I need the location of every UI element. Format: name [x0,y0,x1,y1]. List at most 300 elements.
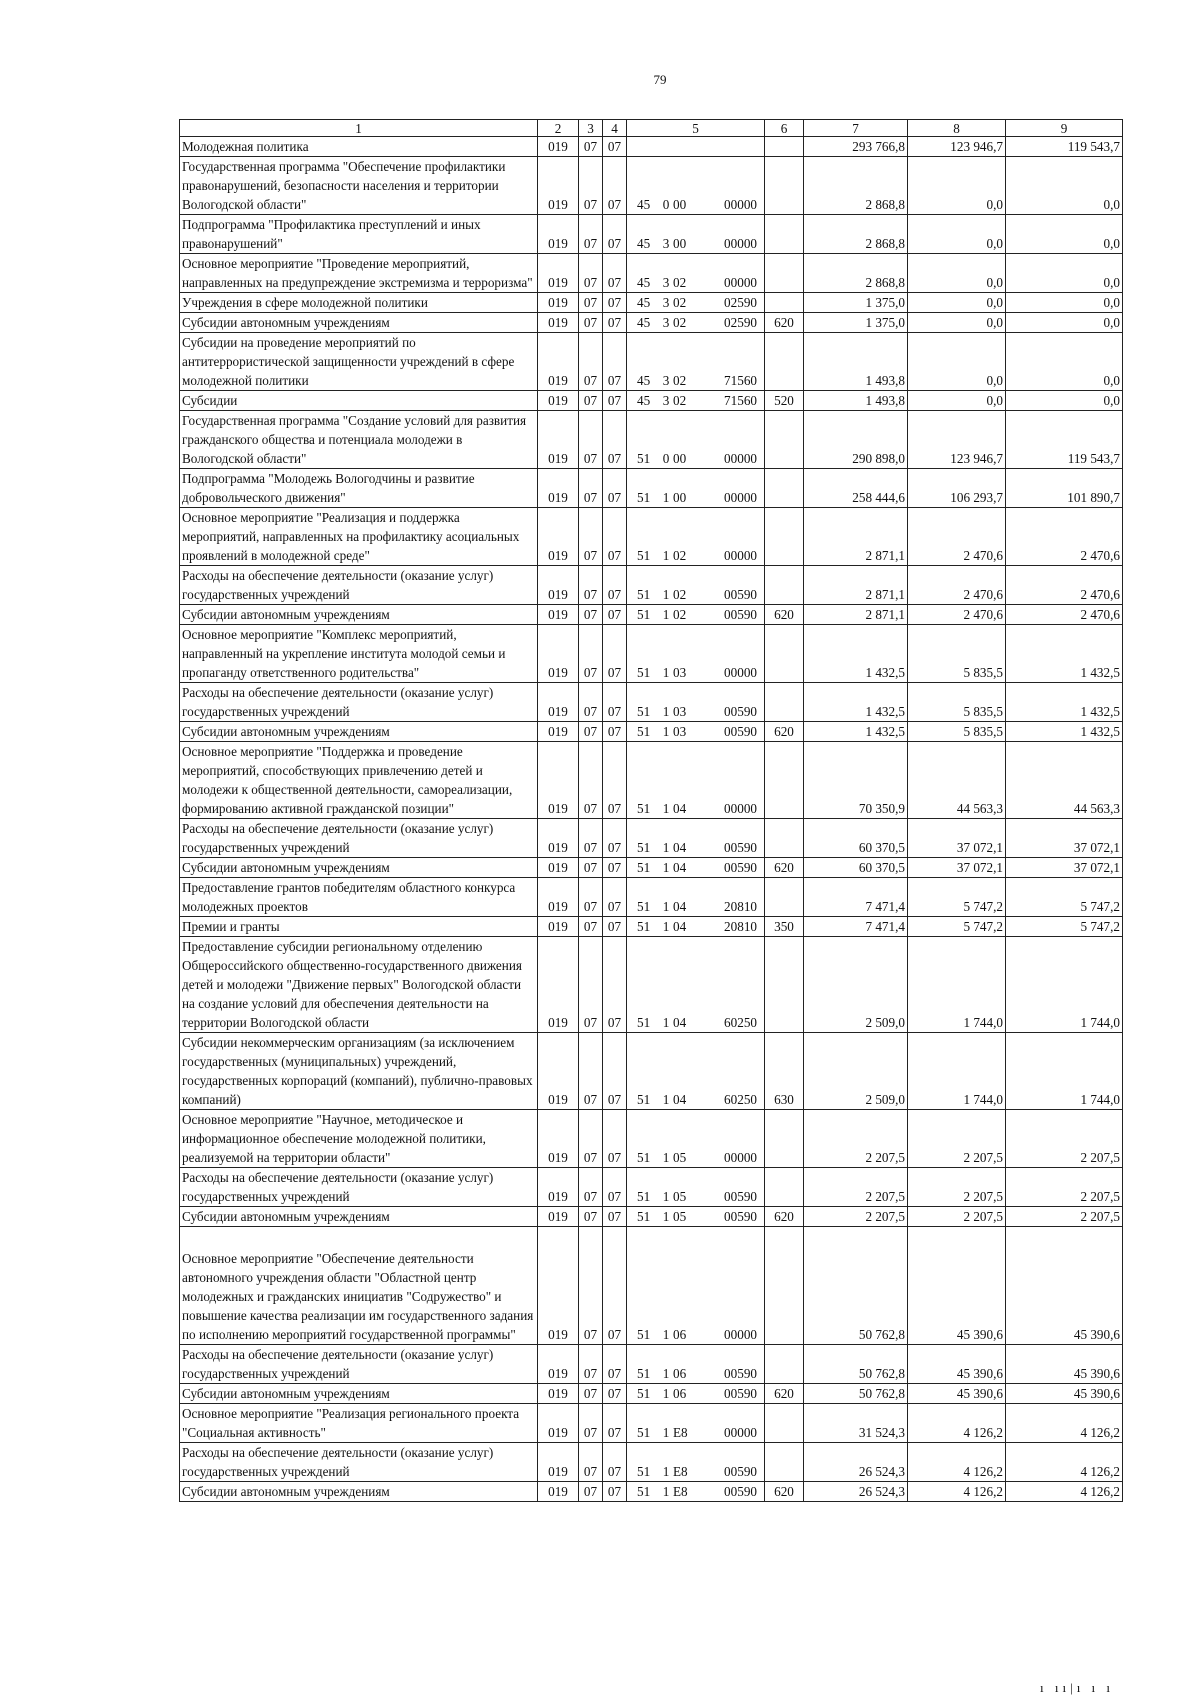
col-section: 07 [579,566,603,605]
kbk-event: 05 [673,1209,687,1224]
col-amount-3: 1 432,5 [1006,683,1123,722]
kbk-direction: 00590 [724,1464,757,1479]
kbk-program: 51 [637,919,651,934]
col-amount-3: 45 390,6 [1006,1384,1123,1404]
col-subsection: 07 [603,878,627,917]
row-name: Субсидии автономным учреждениям [180,1482,538,1502]
col-subsection: 07 [603,137,627,157]
col-subsection: 07 [603,858,627,878]
col-amount-2: 123 946,7 [908,411,1006,469]
col-target-article [627,1227,765,1345]
row-name: Расходы на обеспечение деятельности (оказание услуг) государственных учреждений [180,1443,538,1482]
kbk-program: 45 [637,373,651,388]
kbk-subprogram: 1 [662,860,670,875]
kbk-program: 51 [637,1189,651,1204]
kbk-program: 51 [637,840,651,855]
col-ministry: 019 [538,1345,579,1384]
kbk-subprogram: 1 [662,587,670,602]
col-subsection: 07 [603,1345,627,1384]
table-row [180,819,1123,858]
col-amount-2: 106 293,7 [908,469,1006,508]
row-name: Субсидии автономным учреждениям [180,1384,538,1404]
col-amount-1: 2 207,5 [804,1110,908,1168]
col-section: 07 [579,1207,603,1227]
kbk-subprogram: 3 [662,393,670,408]
kbk-direction: 00590 [724,704,757,719]
col-ministry: 019 [538,742,579,819]
col-amount-3: 4 126,2 [1006,1404,1123,1443]
col-expense-type [765,215,804,254]
kbk-direction: 20810 [724,899,757,914]
col-amount-1: 60 370,5 [804,819,908,858]
col-amount-1: 1 493,8 [804,333,908,391]
row-name: Основное мероприятие "Обеспечение деятельности автономного учреждения области "Областной центр молодежных и гражданских инициатив "Содружество" и повышение качества реализации им государственного задания по исполнению мероприятий государственной программы" [180,1227,538,1345]
col-ministry: 019 [538,215,579,254]
col-expense-type [765,683,804,722]
table-row [180,391,1123,411]
col-section: 07 [579,254,603,293]
row-name: Основное мероприятие "Проведение мероприятий, направленных на предупреждение экстремизма и терроризма" [180,254,538,293]
col-amount-2: 5 747,2 [908,878,1006,917]
col-ministry: 019 [538,1443,579,1482]
col-amount-3: 2 470,6 [1006,605,1123,625]
col-section: 07 [579,858,603,878]
table-row [180,625,1123,683]
col-ministry: 019 [538,605,579,625]
col-subsection: 07 [603,157,627,215]
kbk-direction: 00000 [724,665,757,680]
kbk-program: 51 [637,801,651,816]
col-amount-1: 2 207,5 [804,1168,908,1207]
row-name: Субсидии на проведение мероприятий по антитеррористической защищенности учреждений в сфере молодежной политики [180,333,538,391]
col-amount-2: 0,0 [908,293,1006,313]
kbk-subprogram: 1 [662,1327,670,1342]
col-target-article [627,1168,765,1207]
kbk-subprogram: 1 [662,1425,670,1440]
kbk-event: E8 [673,1425,688,1440]
col-section: 07 [579,391,603,411]
col-section: 07 [579,1227,603,1345]
col-amount-2: 5 835,5 [908,625,1006,683]
kbk-subprogram: 1 [662,1150,670,1165]
row-name: Учреждения в сфере молодежной политики [180,293,538,313]
col-subsection: 07 [603,1443,627,1482]
kbk-direction: 00000 [724,801,757,816]
row-name: Молодежная политика [180,137,538,157]
col-amount-3: 5 747,2 [1006,878,1123,917]
row-name: Субсидии некоммерческим организациям (за исключением государственных (муниципальных) учреждений, государственных корпораций (компаний), публично-правовых компаний) [180,1033,538,1110]
kbk-program: 51 [637,1484,651,1499]
col-ministry: 019 [538,937,579,1033]
col-amount-3: 2 470,6 [1006,508,1123,566]
table-row [180,1110,1123,1168]
row-name: Субсидии автономным учреждениям [180,858,538,878]
col-expense-type [765,566,804,605]
col-target-article [627,1384,765,1404]
col-target-article [627,819,765,858]
kbk-program: 51 [637,1366,651,1381]
kbk-subprogram: 1 [662,1015,670,1030]
header-cell: 6 [765,120,804,137]
table-row [180,683,1123,722]
col-ministry: 019 [538,1033,579,1110]
col-amount-2: 44 563,3 [908,742,1006,819]
col-section: 07 [579,937,603,1033]
col-amount-3: 0,0 [1006,293,1123,313]
row-name: Основное мероприятие "Реализация и поддержка мероприятий, направленных на профилактику асоциальных проявлений в молодежной среде" [180,508,538,566]
col-subsection: 07 [603,254,627,293]
budget-table [179,119,1123,1502]
col-target-article [627,157,765,215]
col-ministry: 019 [538,858,579,878]
col-subsection: 07 [603,313,627,333]
col-amount-3: 0,0 [1006,254,1123,293]
col-section: 07 [579,878,603,917]
kbk-subprogram: 1 [662,1209,670,1224]
row-name: Подпрограмма "Молодежь Вологодчины и развитие добровольческого движения" [180,469,538,508]
kbk-direction: 02590 [724,295,757,310]
col-amount-1: 70 350,9 [804,742,908,819]
kbk-subprogram: 1 [662,840,670,855]
kbk-subprogram: 0 [662,197,670,212]
row-name: Расходы на обеспечение деятельности (оказание услуг) государственных учреждений [180,1168,538,1207]
kbk-program: 51 [637,1386,651,1401]
col-target-article [627,1207,765,1227]
col-section: 07 [579,742,603,819]
kbk-direction: 00000 [724,451,757,466]
scan-marks: ı ıı|ı ı ı [1040,1680,1115,1695]
col-ministry: 019 [538,508,579,566]
col-amount-1: 7 471,4 [804,878,908,917]
col-amount-1: 2 868,8 [804,254,908,293]
col-amount-1: 290 898,0 [804,411,908,469]
kbk-direction: 00590 [724,1189,757,1204]
table-row [180,411,1123,469]
col-amount-3: 2 207,5 [1006,1110,1123,1168]
col-amount-3: 119 543,7 [1006,137,1123,157]
kbk-event: 04 [673,860,687,875]
kbk-event: 02 [673,607,687,622]
col-amount-2: 37 072,1 [908,819,1006,858]
col-ministry: 019 [538,1384,579,1404]
header-cell: 1 [180,120,538,137]
col-section: 07 [579,625,603,683]
col-amount-1: 50 762,8 [804,1345,908,1384]
kbk-event: 04 [673,1015,687,1030]
col-amount-1: 293 766,8 [804,137,908,157]
kbk-direction: 00590 [724,860,757,875]
col-amount-1: 7 471,4 [804,917,908,937]
kbk-event: 00 [673,197,687,212]
header-cell: 5 [627,120,765,137]
table-row [180,313,1123,333]
col-expense-type [765,1345,804,1384]
col-target-article [627,625,765,683]
col-target-article [627,878,765,917]
col-section: 07 [579,1443,603,1482]
col-target-article [627,254,765,293]
col-section: 07 [579,1345,603,1384]
kbk-direction: 00590 [724,587,757,602]
col-amount-2: 2 207,5 [908,1110,1006,1168]
col-ministry: 019 [538,157,579,215]
kbk-program: 51 [637,607,651,622]
col-target-article [627,1443,765,1482]
col-expense-type [765,819,804,858]
col-section: 07 [579,411,603,469]
kbk-program: 51 [637,451,651,466]
kbk-event: E8 [673,1484,688,1499]
col-subsection: 07 [603,1482,627,1502]
kbk-program: 51 [637,704,651,719]
col-amount-1: 2 509,0 [804,1033,908,1110]
kbk-subprogram: 1 [662,665,670,680]
col-expense-type [765,333,804,391]
kbk-subprogram: 1 [662,919,670,934]
col-ministry: 019 [538,254,579,293]
col-ministry: 019 [538,313,579,333]
col-ministry: 019 [538,566,579,605]
col-amount-3: 4 126,2 [1006,1482,1123,1502]
col-target-article [627,1482,765,1502]
col-section: 07 [579,1384,603,1404]
kbk-program: 51 [637,587,651,602]
col-amount-2: 1 744,0 [908,1033,1006,1110]
kbk-subprogram: 1 [662,1092,670,1107]
col-amount-2: 1 744,0 [908,937,1006,1033]
col-expense-type: 620 [765,858,804,878]
kbk-program: 51 [637,860,651,875]
col-amount-2: 2 207,5 [908,1207,1006,1227]
col-ministry: 019 [538,1168,579,1207]
col-amount-3: 2 470,6 [1006,566,1123,605]
col-subsection: 07 [603,1207,627,1227]
table-row [180,254,1123,293]
kbk-direction: 60250 [724,1015,757,1030]
row-name: Государственная программа "Обеспечение профилактики правонарушений, безопасности населения и территории Вологодской области" [180,157,538,215]
row-name: Субсидии автономным учреждениям [180,313,538,333]
kbk-event: 00 [673,236,687,251]
row-name: Государственная программа "Создание условий для развития гражданского общества и потенциала молодежи в Вологодской области" [180,411,538,469]
table-row [180,917,1123,937]
col-section: 07 [579,215,603,254]
col-ministry: 019 [538,625,579,683]
kbk-subprogram: 3 [662,373,670,388]
col-amount-2: 5 835,5 [908,683,1006,722]
col-ministry: 019 [538,1207,579,1227]
col-amount-1: 2 868,8 [804,215,908,254]
kbk-direction: 00590 [724,1484,757,1499]
kbk-direction: 00590 [724,1209,757,1224]
col-section: 07 [579,137,603,157]
table-row [180,1168,1123,1207]
kbk-event: 00 [673,490,687,505]
col-amount-3: 44 563,3 [1006,742,1123,819]
kbk-event: 02 [673,295,687,310]
kbk-subprogram: 1 [662,1386,670,1401]
col-expense-type [765,1168,804,1207]
header-cell: 2 [538,120,579,137]
header-cell: 8 [908,120,1006,137]
row-name: Субсидии автономным учреждениям [180,722,538,742]
col-amount-1: 2 207,5 [804,1207,908,1227]
kbk-event: 06 [673,1366,687,1381]
col-amount-3: 0,0 [1006,313,1123,333]
kbk-direction: 71560 [724,373,757,388]
col-amount-2: 45 390,6 [908,1384,1006,1404]
col-amount-3: 1 432,5 [1006,625,1123,683]
col-amount-1: 50 762,8 [804,1384,908,1404]
col-target-article [627,215,765,254]
table-row [180,566,1123,605]
col-amount-1: 26 524,3 [804,1443,908,1482]
kbk-program: 51 [637,724,651,739]
col-expense-type [765,469,804,508]
kbk-subprogram: 3 [662,315,670,330]
col-target-article [627,293,765,313]
col-amount-3: 1 432,5 [1006,722,1123,742]
kbk-event: 03 [673,665,687,680]
col-amount-1: 1 375,0 [804,313,908,333]
col-amount-2: 0,0 [908,215,1006,254]
col-amount-2: 37 072,1 [908,858,1006,878]
col-amount-3: 0,0 [1006,157,1123,215]
table-row [180,605,1123,625]
col-amount-1: 31 524,3 [804,1404,908,1443]
kbk-direction: 00590 [724,1366,757,1381]
col-amount-2: 2 207,5 [908,1168,1006,1207]
row-name: Основное мероприятие "Поддержка и проведение мероприятий, способствующих привлечению детей и молодежи к общественной деятельности, самореализации, формированию активной гражданской позиции" [180,742,538,819]
col-amount-1: 1 375,0 [804,293,908,313]
col-expense-type [765,878,804,917]
col-ministry: 019 [538,722,579,742]
col-amount-1: 2 871,1 [804,508,908,566]
col-amount-1: 60 370,5 [804,858,908,878]
col-section: 07 [579,1482,603,1502]
row-name: Расходы на обеспечение деятельности (оказание услуг) государственных учреждений [180,1345,538,1384]
col-expense-type: 520 [765,391,804,411]
col-amount-3: 45 390,6 [1006,1345,1123,1384]
kbk-subprogram: 3 [662,275,670,290]
col-expense-type [765,411,804,469]
col-amount-1: 2 871,1 [804,566,908,605]
col-section: 07 [579,1110,603,1168]
col-expense-type [765,254,804,293]
col-subsection: 07 [603,1033,627,1110]
kbk-subprogram: 1 [662,899,670,914]
kbk-direction: 00000 [724,275,757,290]
col-target-article [627,1345,765,1384]
table-row [180,878,1123,917]
table-row [180,937,1123,1033]
col-target-article [627,1110,765,1168]
kbk-direction: 00000 [724,197,757,212]
col-subsection: 07 [603,411,627,469]
row-name: Премии и гранты [180,917,538,937]
table-row [180,508,1123,566]
col-subsection: 07 [603,566,627,605]
header-cell: 4 [603,120,627,137]
kbk-event: 03 [673,724,687,739]
col-ministry: 019 [538,1110,579,1168]
col-amount-3: 45 390,6 [1006,1227,1123,1345]
col-amount-1: 258 444,6 [804,469,908,508]
table-row [180,1345,1123,1384]
kbk-direction: 00000 [724,1327,757,1342]
kbk-direction: 20810 [724,919,757,934]
col-subsection: 07 [603,293,627,313]
kbk-subprogram: 1 [662,548,670,563]
col-subsection: 07 [603,1384,627,1404]
col-amount-1: 1 493,8 [804,391,908,411]
col-ministry: 019 [538,917,579,937]
row-name: Основное мероприятие "Комплекс мероприятий, направленный на укрепление института молодой семьи и пропаганду ответственного родительства" [180,625,538,683]
kbk-subprogram: 1 [662,1464,670,1479]
kbk-direction: 00000 [724,236,757,251]
col-subsection: 07 [603,333,627,391]
kbk-event: 02 [673,373,687,388]
col-subsection: 07 [603,508,627,566]
col-target-article [627,605,765,625]
kbk-event: 02 [673,275,687,290]
col-target-article [627,411,765,469]
col-amount-3: 101 890,7 [1006,469,1123,508]
col-target-article [627,683,765,722]
col-amount-1: 26 524,3 [804,1482,908,1502]
kbk-program: 45 [637,275,651,290]
kbk-event: 03 [673,704,687,719]
kbk-subprogram: 0 [662,451,670,466]
table-row [180,742,1123,819]
col-ministry: 019 [538,1227,579,1345]
col-amount-2: 0,0 [908,333,1006,391]
kbk-subprogram: 1 [662,490,670,505]
kbk-program: 51 [637,1425,651,1440]
kbk-direction: 00000 [724,490,757,505]
col-amount-2: 4 126,2 [908,1443,1006,1482]
col-target-article [627,313,765,333]
table-row [180,293,1123,313]
kbk-event: 06 [673,1327,687,1342]
table-row [180,469,1123,508]
table-body [180,137,1123,1502]
kbk-event: 04 [673,801,687,816]
kbk-event: 02 [673,315,687,330]
col-amount-3: 2 207,5 [1006,1168,1123,1207]
header-cell: 9 [1006,120,1123,137]
col-subsection: 07 [603,1168,627,1207]
col-subsection: 07 [603,625,627,683]
col-section: 07 [579,605,603,625]
col-section: 07 [579,722,603,742]
kbk-event: 02 [673,587,687,602]
table-row [180,858,1123,878]
col-expense-type [765,937,804,1033]
col-target-article [627,858,765,878]
col-section: 07 [579,1168,603,1207]
row-name: Предоставление субсидии региональному отделению Общероссийского общественно-государственного движения детей и молодежи "Движение первых" Вологодской области на создание условий для обеспечения деятельности на территории Вологодской области [180,937,538,1033]
col-section: 07 [579,313,603,333]
col-subsection: 07 [603,819,627,858]
col-amount-2: 0,0 [908,391,1006,411]
col-expense-type [765,625,804,683]
row-name: Субсидии автономным учреждениям [180,1207,538,1227]
col-section: 07 [579,469,603,508]
table-row [180,1443,1123,1482]
kbk-program: 45 [637,197,651,212]
col-amount-1: 2 871,1 [804,605,908,625]
col-section: 07 [579,1033,603,1110]
